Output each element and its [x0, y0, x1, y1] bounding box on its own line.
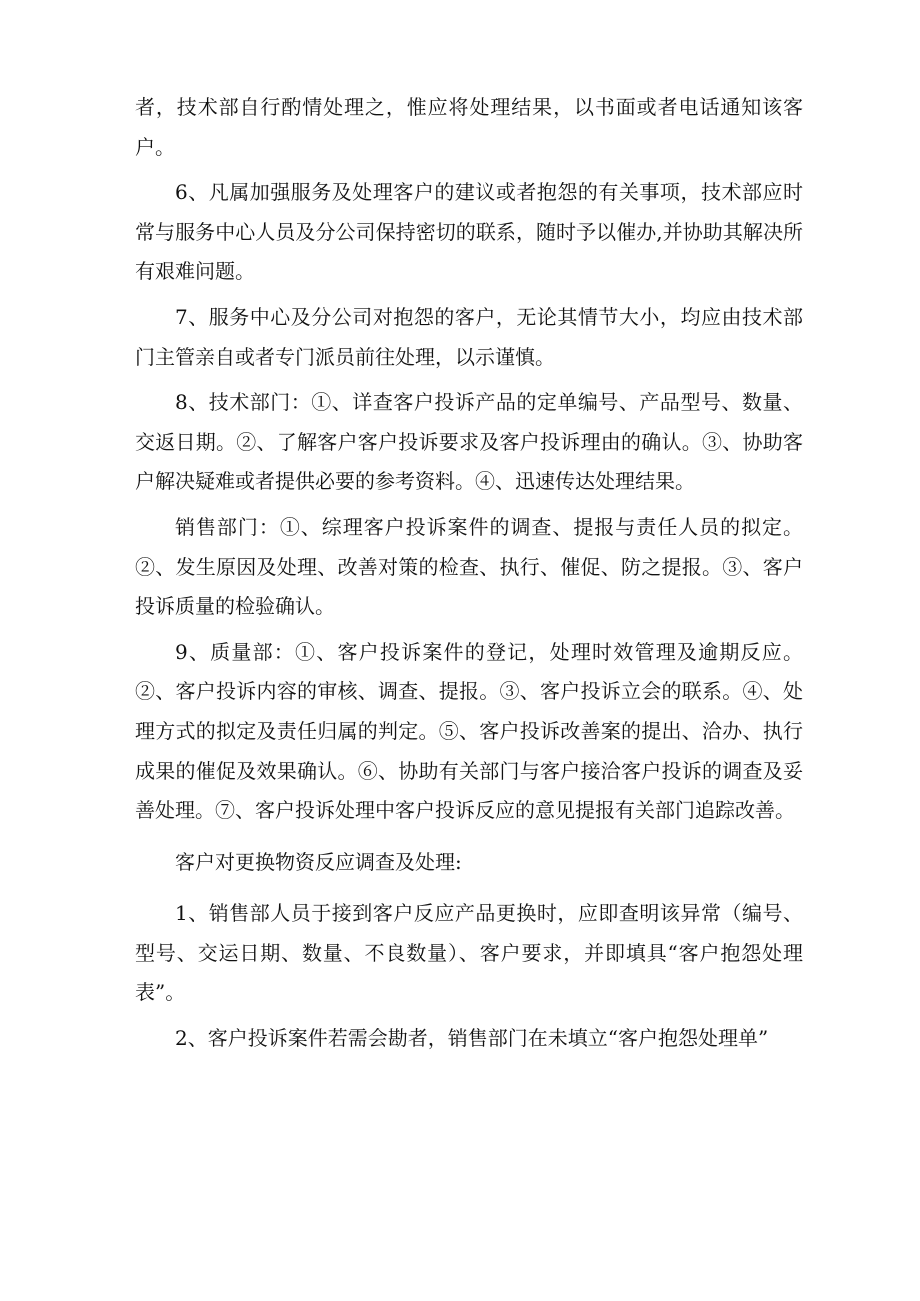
paragraph-gap — [135, 831, 803, 843]
paragraph-replace-1: 1、销售部人员于接到客户反应产品更换时，应即查明该异常（编号、型号、交运日期、数量、不良数量）、客户要求，并即填具“客户抱怨处理表”。 — [135, 901, 803, 1005]
paragraph-item-8: 8、技术部门：①、详查客户投诉产品的定单编号、产品型号、数量、交返日期。②、了解客户客户投诉要求及客户投诉理由的确认。③、协助客户解决疑难或者提供必要的参考资料。④、迅速传达处理结果。 — [135, 390, 803, 494]
document-body — [135, 88, 803, 1059]
paragraph-sales-department: 销售部门：①、综理客户投诉案件的调查、提报与责任人员的拟定。②、发生原因及处理、改善对策的检查、执行、催促、防之提报。③、客户投诉质量的检验确认。 — [135, 514, 803, 619]
section-heading: 客户对更换物资反应调查及处理: — [175, 849, 462, 874]
paragraph-gap — [135, 882, 803, 894]
paragraph-replace-2: 2、客户投诉案件若需会勘者，销售部门在未填立“客户抱怨处理单” — [175, 1026, 769, 1051]
paragraph-item-9: 9、质量部：①、客户投诉案件的登记，处理时效管理及逾期反应。②、客户投诉内容的审核、调查、提报。③、客户投诉立会的联系。④、处理方式的拟定及责任归属的判定。⑤、客户投诉改善案的提出、洽办、执行成果的催促及效果确认。⑥、协助有关部门与客户接洽客户投诉的调查及妥善处理。⑦、客户投诉处理中客户投诉反应的意见提报有关部门追踪改善。 — [135, 639, 803, 823]
paragraph-continuation: 者，技术部自行酌情处理之，惟应将处理结果，以书面或者电话通知该客户。 — [135, 95, 803, 159]
paragraph-item-6: 6、凡属加强服务及处理客户的建议或者抱怨的有关事项，技术部应时常与服务中心人员及分公司保持密切的联系，随时予以催办,并协助其解决所有艰难问题。 — [135, 180, 803, 284]
paragraph-item-7: 7、服务中心及分公司对抱怨的客户，无论其情节大小，均应由技术部门主管亲自或者专门派员前往处理，以示谨慎。 — [135, 304, 803, 369]
